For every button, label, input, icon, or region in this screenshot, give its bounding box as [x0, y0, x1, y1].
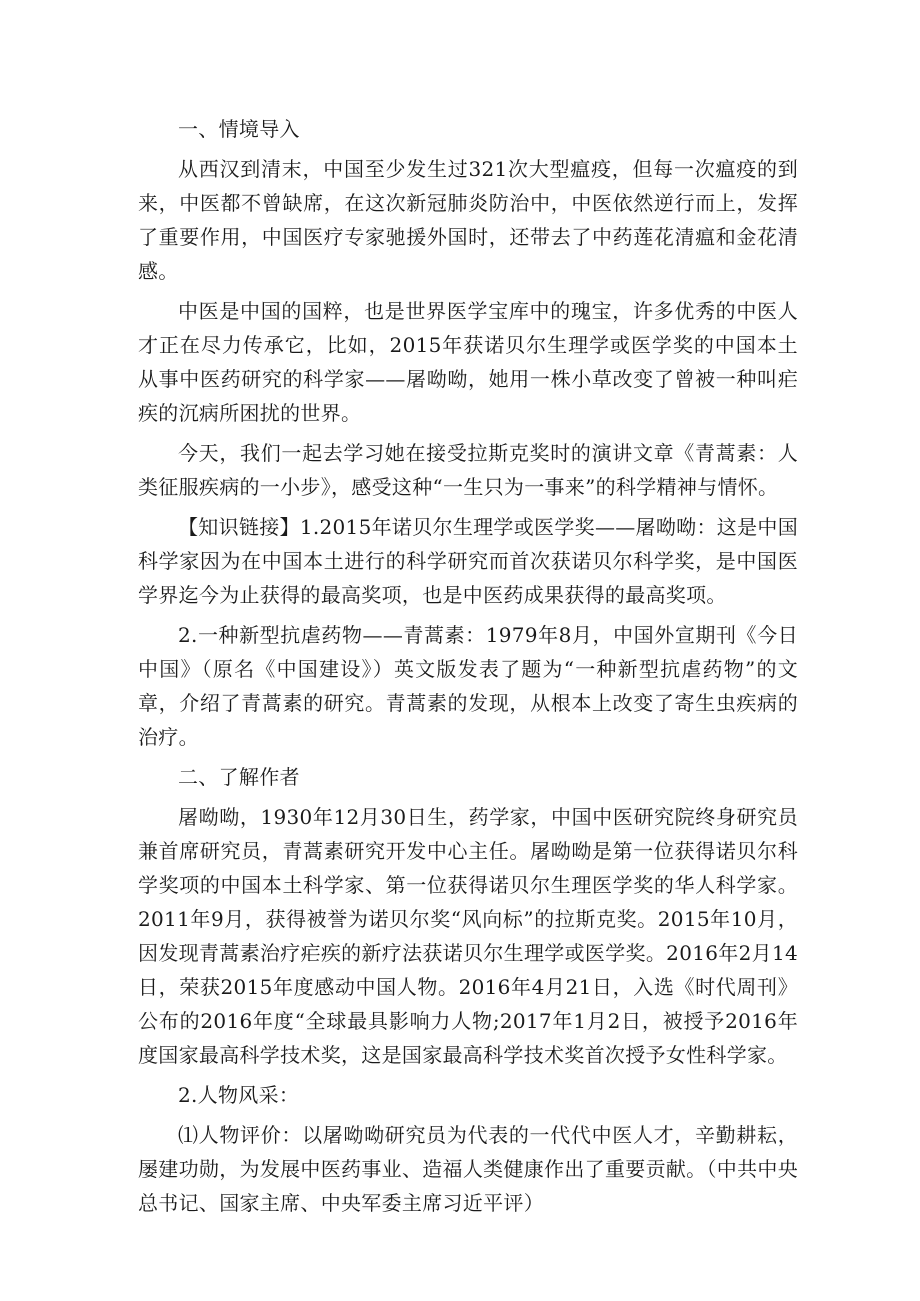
section-heading-author: 二、了解作者	[178, 765, 300, 789]
paragraph-author-bio: 屠呦呦，1930年12月30日生，药学家，中国中医研究院终身研究员兼首席研究员，青蒿素研究开发中心主任。屠呦呦是第一位获得诺贝尔科学奖项的中国本土科学家、第一位获得诺贝尔生理医学奖的华人科学家。2011年9月，获得被誉为诺贝尔奖“风向标”的拉斯克奖。2015年10月，因发现青蒿素治疗疟疾的新疗法获诺贝尔生理学或医学奖。2016年2月14日，荣获2015年度感动中国人物。2016年4月21日，入选《时代周刊》公布的2016年度“全球最具影响力人物;2017年1月2日，被授予2016年度国家最高科学技术奖，这是国家最高科学技术奖首次授予女性科学家。	[138, 805, 798, 1067]
paragraph-lesson-intro: 今天，我们一起去学习她在接受拉斯克奖时的演讲文章《青蒿素：人类征服疾病的一小步》，感受这种“一生只为一事来”的科学精神与情怀。	[138, 441, 798, 499]
paragraph-tcm-heritage: 中医是中国的国粹，也是世界医学宝库中的瑰宝，许多优秀的中医人才正在尽力传承它，比如，2015年获诺贝尔生理学或医学奖的中国本土从事中医药研究的科学家——屠呦呦，她用一株小草改变了曾被一种叫疟疾的沉病所困扰的世界。	[138, 299, 798, 425]
paragraph-epidemic-history: 从西汉到清末，中国至少发生过321次大型瘟疫，但每一次瘟疫的到来，中医都不曾缺席，在这次新冠肺炎防治中，中医依然逆行而上，发挥了重要作用，中国医疗专家驰援外国时，还带去了中药莲花清瘟和金花清感。	[138, 157, 798, 283]
paragraph-character-heading: 2.人物风采：	[178, 1083, 300, 1107]
paragraph-knowledge-link-1: 【知识链接】1.2015年诺贝尔生理学或医学奖——屠呦呦：这是中国科学家因为在中国本土进行的科学研究而首次获诺贝尔科学奖，是中国医学界迄今为止获得的最高奖项，也是中医药成果获得的最高奖项。	[138, 515, 798, 607]
document-body	[138, 112, 798, 1226]
paragraph-character-evaluation: ⑴人物评价：以屠呦呦研究员为代表的一代代中医人才，辛勤耕耘，屡建功勋，为发展中医药事业、造福人类健康作出了重要贡献。（中共中央总书记、国家主席、中央军委主席习近平评）	[138, 1123, 798, 1215]
section-heading-intro: 一、情境导入	[178, 117, 300, 141]
paragraph-knowledge-link-2: 2.一种新型抗虐药物——青蒿素：1979年8月，中国外宣期刊《今日中国》（原名《中国建设》）英文版发表了题为“一种新型抗虐药物”的文章，介绍了青蒿素的研究。青蒿素的发现，从根本上改变了寄生虫疾病的治疗。	[138, 623, 798, 749]
